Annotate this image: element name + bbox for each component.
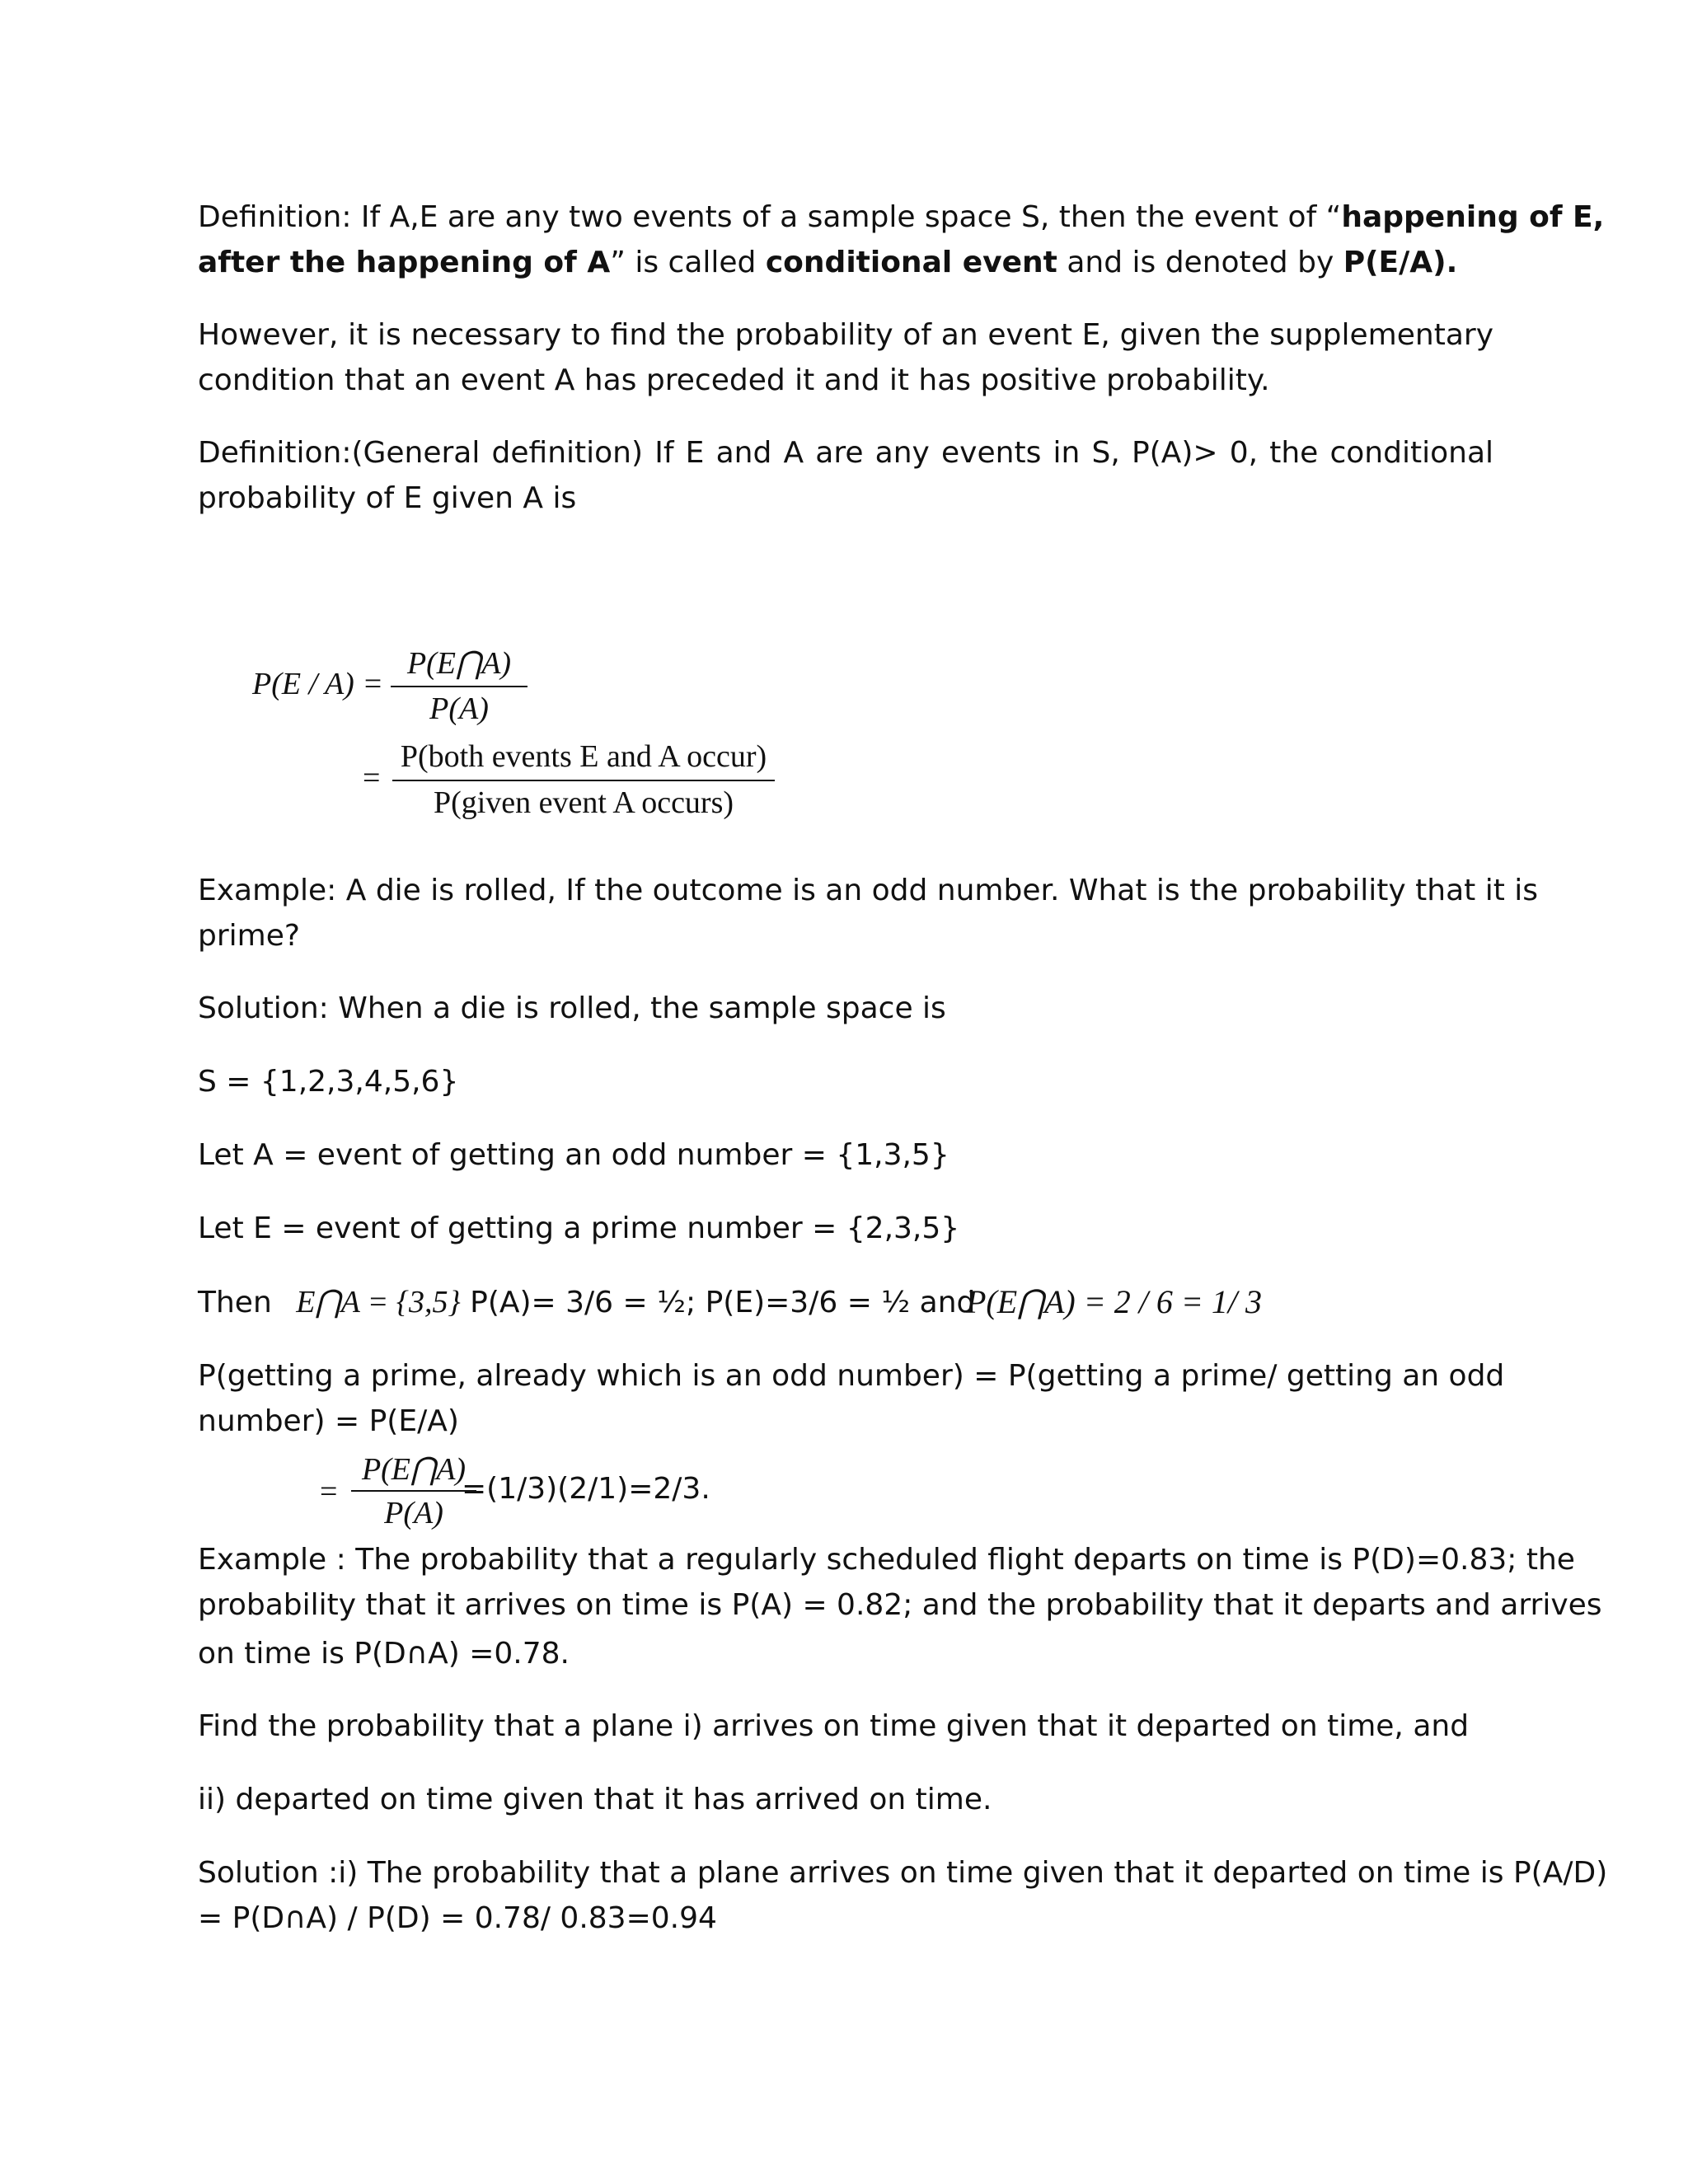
- fraction-bar: [351, 1490, 476, 1492]
- text: and is denoted by: [1057, 246, 1343, 279]
- solution-fraction: [351, 1451, 476, 1536]
- however-line-1: However, it is necessary to find the probability of an event E, given the supplementary: [198, 318, 1493, 352]
- text: ” is called: [610, 246, 766, 279]
- fraction-numerator: P(E⋂A): [406, 646, 512, 681]
- text: Definition: If A,E are any two events of a sample space S, then the event of “: [198, 200, 1342, 234]
- intersection-expression: E⋂A = {3,5}: [296, 1285, 461, 1319]
- example-1-line-2: prime?: [198, 919, 300, 953]
- definition-2-line-2: probability of E given A is: [198, 481, 577, 515]
- solution-2-line-1: Solution :i) The probability that a plane arrives on time given that it departed on time is P(A/D): [198, 1856, 1608, 1890]
- find-line-2: ii) departed on time given that it has arrived on time.: [198, 1783, 992, 1816]
- solution-result: =(1/3)(2/1)=2/3.: [462, 1472, 710, 1506]
- then-line: [198, 1284, 975, 1322]
- bold-term: conditional event: [765, 246, 1057, 279]
- definition-2-line-1: Definition:(General definition) If E and A are any events in S, P(A)> 0, the conditional: [198, 436, 1493, 470]
- example-2-line-3: on time is P(D∩A) =0.78.: [198, 1637, 570, 1671]
- formula-fraction-2: [392, 738, 775, 829]
- solution-1-intro: Solution: When a die is rolled, the sample space is: [198, 991, 946, 1025]
- definition-1-line-1: [198, 199, 1605, 235]
- bold-term: P(E/A).: [1343, 246, 1458, 279]
- solution-equals: =: [320, 1474, 338, 1509]
- fraction-denominator: P(A): [384, 1496, 443, 1530]
- getting-prime-line-2: number) = P(E/A): [198, 1404, 459, 1438]
- fraction-denominator: P(A): [429, 691, 489, 726]
- formula-lhs: P(E / A) =: [252, 667, 383, 701]
- fraction-denominator: P(given event A occurs): [433, 785, 734, 820]
- however-line-2: condition that an event A has preceded it and it has positive probability.: [198, 363, 1270, 397]
- example-2-line-1: Example : The probability that a regularly scheduled flight departs on time is P(D)=0.83; the: [198, 1543, 1575, 1577]
- formula-fraction-1: [391, 644, 528, 735]
- fraction-bar: [392, 780, 775, 781]
- getting-prime-line-1: P(getting a prime, already which is an odd number) = P(getting a prime/ getting an odd: [198, 1359, 1505, 1393]
- find-line-1: Find the probability that a plane i) arrives on time given that it departed on time, and: [198, 1709, 1470, 1743]
- fraction-numerator: P(E⋂A): [361, 1452, 467, 1487]
- event-e-line: Let E = event of getting a prime number = {2,3,5}: [198, 1212, 960, 1245]
- formula-equals-2: =: [363, 761, 381, 795]
- bold-term: after the happening of A: [198, 246, 611, 279]
- intersection-probability: P(E⋂A) = 2 / 6 = 1/ 3: [966, 1283, 1262, 1320]
- solution-2-line-2: = P(D∩A) / P(D) = 0.78/ 0.83=0.94: [198, 1901, 717, 1935]
- definition-1-line-2: [198, 245, 1493, 280]
- event-a-line: Let A = event of getting an odd number = {1,3,5}: [198, 1138, 950, 1172]
- fraction-numerator: P(both events E and A occur): [400, 739, 767, 774]
- text: Then: [198, 1286, 282, 1319]
- fraction-bar: [391, 686, 528, 687]
- text: P(A)= 3/6 = ½; P(E)=3/6 = ½ and: [460, 1286, 976, 1319]
- sample-space-line: S = {1,2,3,4,5,6}: [198, 1065, 459, 1099]
- example-1-line-1: Example: A die is rolled, If the outcome is an odd number. What is the probability that it is: [198, 874, 1539, 907]
- example-2-line-2: probability that it arrives on time is P(A) = 0.82; and the probability that it departs and arrives: [198, 1588, 1602, 1622]
- bold-term: happening of E,: [1341, 200, 1605, 234]
